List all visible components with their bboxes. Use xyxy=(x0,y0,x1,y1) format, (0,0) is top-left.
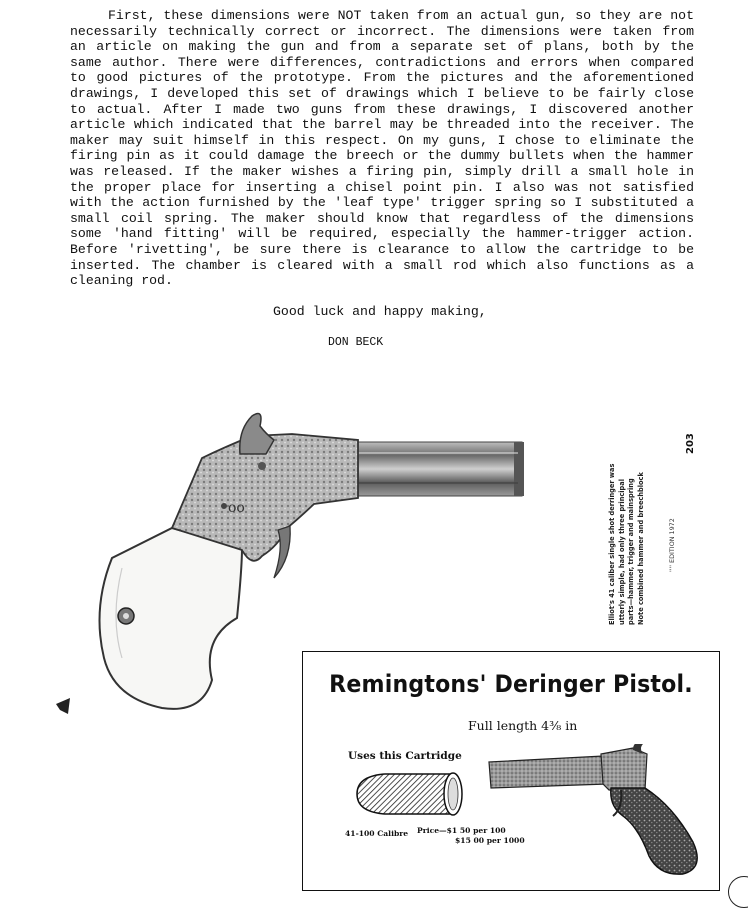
closing-line: Good luck and happy making, xyxy=(273,304,487,319)
ad-price-1000: $15 00 per 1000 xyxy=(455,836,525,845)
edition-label: '''' EDITION 1972 xyxy=(668,518,676,572)
ad-full-length: Full length 4⅜ in xyxy=(468,718,578,733)
deringer-illustration xyxy=(483,744,713,876)
author-signature: DON BECK xyxy=(328,336,384,349)
caption-line: Note combined hammer and breechblock xyxy=(636,472,645,625)
caption-line: parts—hammer, trigger and mainspring xyxy=(627,478,635,625)
caption-line: utterly simple, had only three principal xyxy=(617,479,626,625)
corner-logo xyxy=(728,876,748,908)
cartridge-illustration xyxy=(355,768,467,820)
caption-line: Elliot's 41 caliber single shot derringer was xyxy=(608,463,616,625)
photo-caption xyxy=(608,415,645,625)
ad-uses-cartridge: Uses this Cartridge xyxy=(348,750,462,762)
ad-price-100: Price—$1 50 per 100 xyxy=(417,826,506,835)
ad-title: Remingtons' Deringer Pistol. xyxy=(329,670,693,698)
page-number: 203 xyxy=(685,433,696,454)
ad-calibre: 41-100 Calibre xyxy=(345,829,409,838)
svg-text:oo: oo xyxy=(228,500,245,516)
remington-advertisement xyxy=(302,651,720,891)
article-paragraph: First, these dimensions were NOT taken from an actual gun, so they are not necessarily technically correct or incorrect. The dimensions were taken from an article on making the gun and from a separate set of plans, both by the same author. There were differences, contradictions and errors when compared to good pictures of the prototype. From the pictures and the aforementioned drawings, I developed this set of drawings which I believe to be fairly close to actual. After I made two guns from these drawings, I discovered another article which indicated that the barrel may be threaded into the receiver. The maker may suit himself in this respect. On my guns, I chose to eliminate the firing pin as it could damage the breech or the dummy bullets when the hammer was released. If the maker wishes a firing pin, simply drill a small hole in the proper place for inserting a chisel point pin. I also was not satisfied with the action furnished by the 'leaf type' trigger spring so I substituted a small coil spring. The maker should know that regardless of the dimensions some 'hand fitting' will be required, especially the hammer-trigger action. Before 'rivetting', be sure there is clearance to allow the cartridge to be inserted. The chamber is cleared with a small rod which also functions as a cleaning rod. xyxy=(70,8,694,289)
